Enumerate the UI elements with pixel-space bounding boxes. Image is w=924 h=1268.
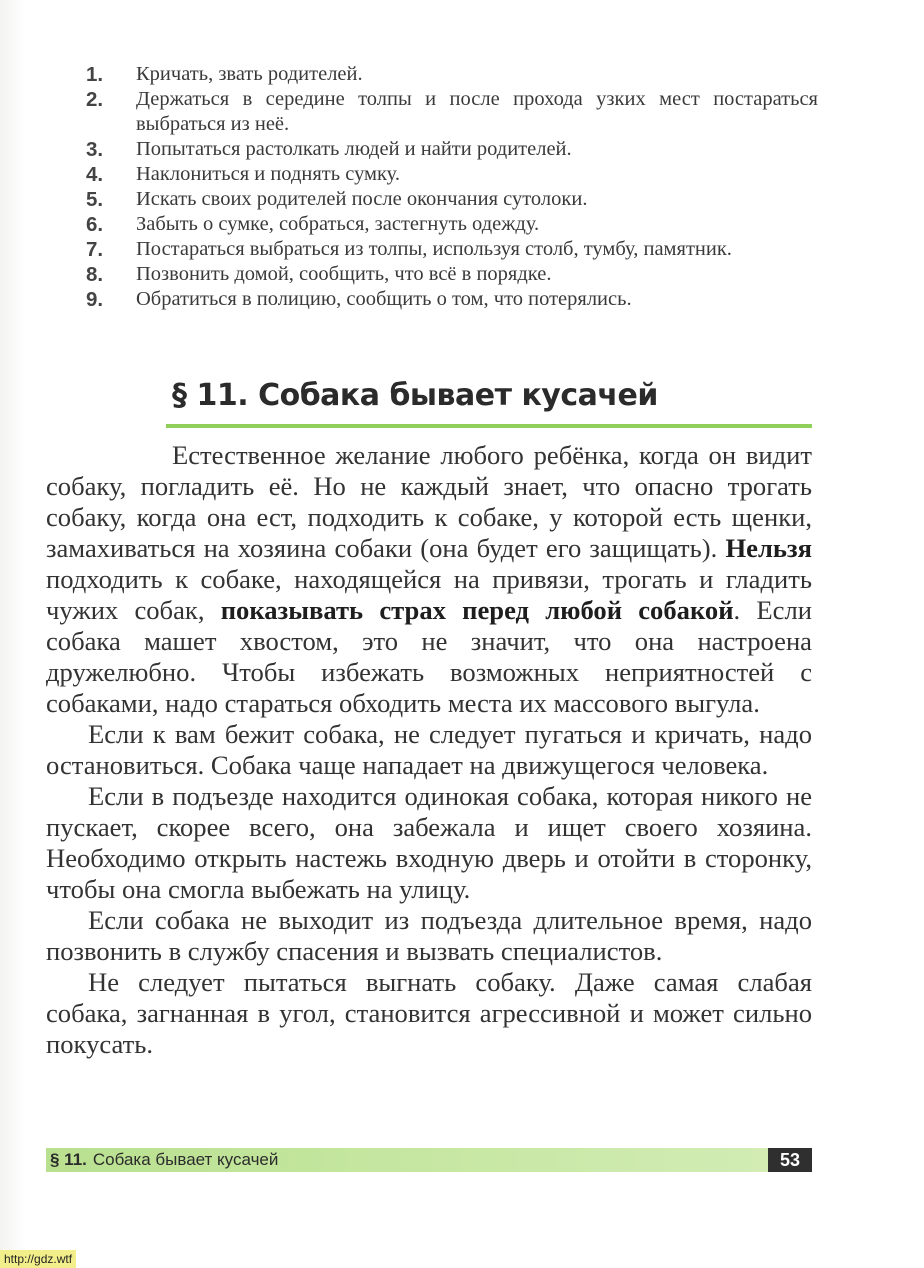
watermark-link[interactable]: http://gdz.wtf <box>0 1250 76 1268</box>
page-edge-shadow <box>0 0 26 1268</box>
list-item <box>78 87 818 137</box>
list-item-number: 4. <box>86 163 104 186</box>
emphasis-text: показывать страх перед любой собакой <box>220 595 734 625</box>
list-item-text: Забыть о сумке, собраться, застегнуть одежду. <box>136 213 540 235</box>
section-heading <box>172 378 658 413</box>
heading-underline <box>166 424 812 428</box>
running-footer <box>50 1150 278 1170</box>
list-item <box>78 237 818 262</box>
list-item-text: Попытаться растолкать людей и найти родителей. <box>136 138 572 160</box>
emphasis-text: Нельзя <box>725 533 812 563</box>
list-item-text: Обратиться в полицию, сообщить о том, что потерялись. <box>136 288 632 310</box>
paragraph-text: подходить к собаке, находящейся на привязи, трогать и гладить чужих собак, <box>46 564 812 625</box>
list-item <box>78 187 818 212</box>
list-item-number: 6. <box>86 213 104 236</box>
paragraph-text: . Если собака машет хвостом, это не значит, что она настроена дружелюбно. Чтобы избежать возможных неприятностей с собаками, надо стараться обходить места их массового выгула. <box>46 595 812 718</box>
section-title-text: Собака бывает кусачей <box>258 378 658 413</box>
page-number: 53 <box>768 1148 812 1172</box>
list-item-number: 3. <box>86 138 104 161</box>
paragraph: Если собака не выходит из подъезда длительное время, надо позвонить в службу спасения и вызвать специалистов. <box>46 905 812 966</box>
list-item-text: Искать своих родителей после окончания сутолоки. <box>136 188 588 210</box>
list-item <box>78 162 818 187</box>
answer-options-list <box>78 62 818 312</box>
list-item-number: 9. <box>86 288 104 311</box>
list-item-number: 7. <box>86 238 104 261</box>
paragraph-intro <box>46 440 812 719</box>
footer-section-number: § 11. <box>50 1150 87 1169</box>
paragraph: Не следует пытаться выгнать собаку. Даже самая слабая собака, загнанная в угол, становится агрессивной и может сильно покусать. <box>46 967 812 1059</box>
list-item-number: 2. <box>86 88 104 111</box>
list-item <box>78 212 818 237</box>
paragraph: Если в подъезде находится одинокая собака, которая никого не пускает, скорее всего, она забежала и ищет своего хозяина. Необходимо открыть настежь входную дверь и отойти в сторонку, чтобы она смогла выбежать на улицу. <box>46 781 812 904</box>
list-item-text: Наклониться и поднять сумку. <box>136 163 401 185</box>
paragraph-text: Естественное желание любого ребёнка, когда он видит собаку, погладить её. Но не каждый знает, что опасно трогать собаку, когда она ест, подходить к собаке, у которой есть щенки, замахиваться на хозяина собаки (она будет его защищать). <box>46 440 812 563</box>
section-body <box>46 440 812 1060</box>
list-item <box>78 62 818 87</box>
list-item-number: 1. <box>86 63 104 86</box>
list-item <box>78 137 818 162</box>
list-item-text: Позвонить домой, сообщить, что всё в порядке. <box>136 263 552 285</box>
list-item-text: Постараться выбраться из толпы, используя столб, тумбу, памятник. <box>136 238 732 260</box>
list-item-text: Держаться в середине толпы и после прохода узких мест постараться выбраться из неё. <box>136 88 818 135</box>
paragraph: Если к вам бежит собака, не следует пугаться и кричать, надо остановиться. Собака чаще нападает на движущегося человека. <box>46 719 812 780</box>
list-item <box>78 262 818 287</box>
list-item-number: 8. <box>86 263 104 286</box>
footer-section-title: Собака бывает кусачей <box>92 1150 279 1169</box>
list-item <box>78 287 818 312</box>
list-item-text: Кричать, звать родителей. <box>136 63 363 85</box>
section-number: § 11. <box>172 378 249 413</box>
list-item-number: 5. <box>86 188 104 211</box>
